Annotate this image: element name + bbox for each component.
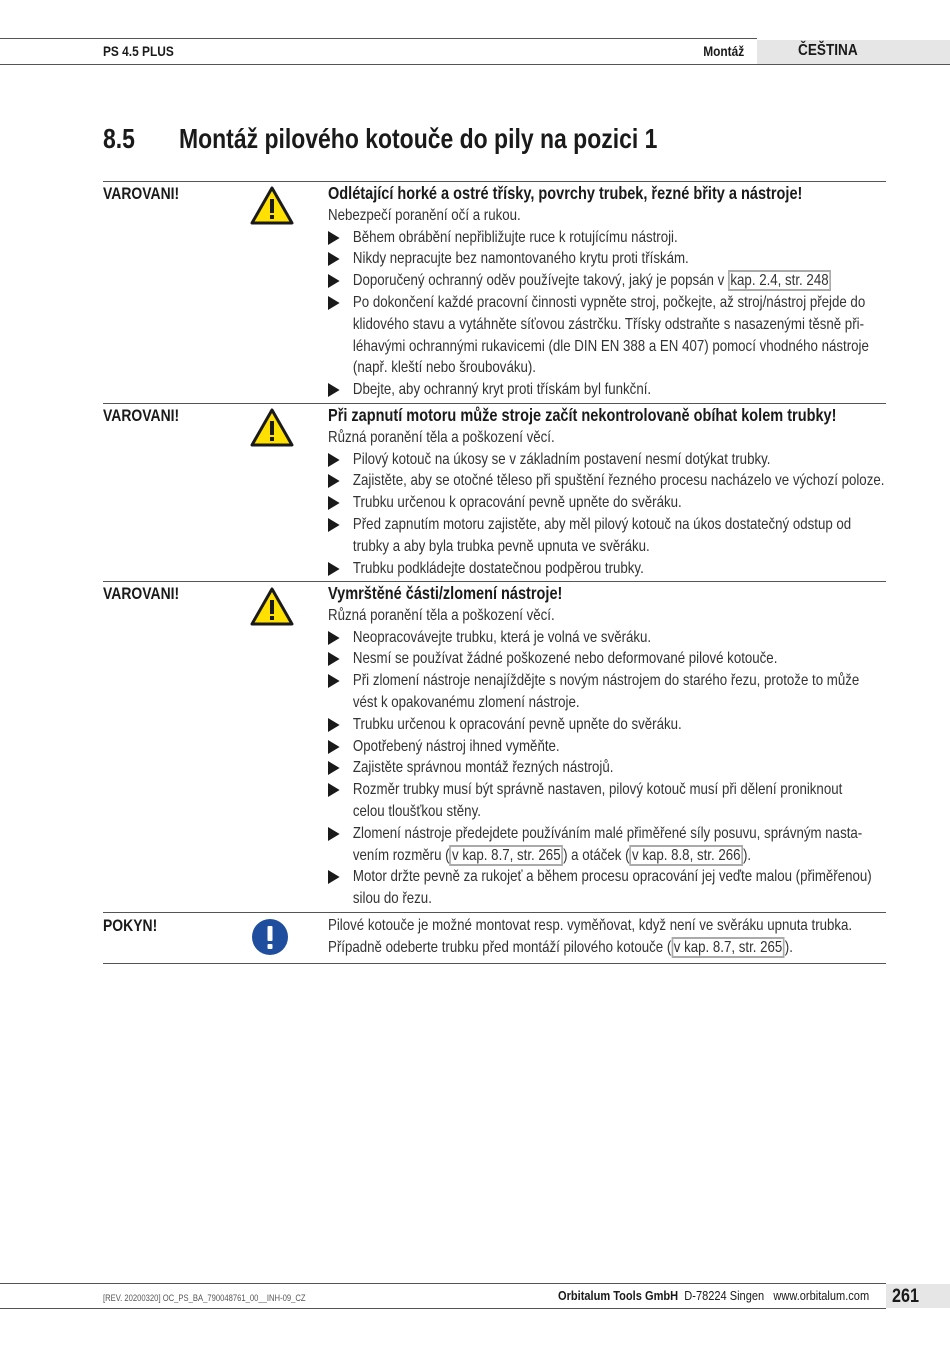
hazard-intro: Různá poranění těla a poškození věcí. <box>328 428 555 446</box>
list-item: Po dokončení každé pracovní činnosti vypněte stroj, počkejte, až stroj/nástroj přejde do klidového stavu a vytáhněte síťovou zástrčku. Třísky odstraňte s nasazenými těsně při- léhavými ochrannými rukavicemi (dle DIN EN 388 a EN 407) pomocí vhodného nástroje (např. kleští nebo šroubováku). <box>328 292 888 379</box>
warning-label: VAROVANI! <box>103 406 180 425</box>
warning-label: VAROVANI! <box>103 184 180 203</box>
header-product: PS 4.5 PLUS <box>103 43 174 59</box>
cross-reference-link[interactable]: v kap. 8.8, str. 266 <box>629 845 743 866</box>
revision-code: [REV. 20200320] OC_PS_BA_790048761_00__INH-09_CZ <box>103 1293 306 1303</box>
list-item: Trubku určenou k opracování pevně upněte do svěráku. <box>328 714 888 736</box>
warning-triangle-icon <box>250 587 294 626</box>
info-exclamation-icon <box>251 918 289 956</box>
section-title: Montáž pilového kotouče do pily na pozici 1 <box>179 123 658 154</box>
list-item: Motor držte pevně za rukojeť a během procesu opracování jej veďte malou (přiměřenou) silou do řezu. <box>328 866 888 910</box>
list-item: Při zlomení nástroje nenajíždějte s novým nástrojem do starého řezu, protože to může vést k opakovanému zlomení nástroje. <box>328 670 888 714</box>
hazard-intro: Různá poranění těla a poškození věcí. <box>328 606 555 624</box>
header-language: ČEŠTINA <box>798 42 858 59</box>
list-item: Během obrábění nepřibližujte ruce k rotujícímu nástroji. <box>328 227 888 249</box>
note-block <box>328 915 888 959</box>
section-number: 8.5 <box>103 123 135 154</box>
list-item: Nesmí se používat žádné poškozené nebo deformované pilové kotouče. <box>328 648 888 670</box>
warning-block-1 <box>328 183 888 401</box>
cross-reference-link[interactable]: v kap. 8.7, str. 265 <box>671 937 785 958</box>
list-item: Pilový kotouč na úkosy se v základním postavení nesmí dotýkat trubky. <box>328 449 888 471</box>
list-item: Trubku určenou k opracování pevně upněte do svěráku. <box>328 492 888 514</box>
warning-heading: Při zapnutí motoru může stroje začít nekontrolovaně obíhat kolem trubky! <box>328 405 837 425</box>
warning-label: VAROVANI! <box>103 584 180 603</box>
footer-top-rule <box>0 1283 886 1284</box>
note-line: Případně odeberte trubku před montáží pilového kotouče ( v kap. 8.7, str. 265 ). <box>328 938 793 956</box>
list-item: Zajistěte správnou montáž řezných nástrojů. <box>328 757 888 779</box>
block-divider <box>103 912 886 913</box>
block-divider <box>103 181 886 182</box>
block-divider <box>103 581 886 582</box>
list-item: Trubku podkládejte dostatečnou podpěrou trubky. <box>328 558 888 580</box>
warning-triangle-icon <box>250 408 294 447</box>
page-number: 261 <box>892 1286 919 1307</box>
list-item: Zlomení nástroje předejdete používáním malé přiměřené síly posuvu, správným nasta- vením rozměru ( v kap. 8.7, str. 265 ) a otáček ( v kap. 8.8, str. 266 ). <box>328 823 888 867</box>
list-item: Neopracovávejte trubku, která je volná ve svěráku. <box>328 627 888 649</box>
company-info <box>558 1288 869 1303</box>
note-label: POKYN! <box>103 916 158 935</box>
footer-bottom-rule <box>0 1308 886 1309</box>
warning-heading: Odlétající horké a ostré třísky, povrchy trubek, řezné břity a nástroje! <box>328 183 803 203</box>
header-section: Montáž <box>703 43 744 59</box>
warning-triangle-icon <box>250 186 294 225</box>
warning-block-3 <box>328 583 888 910</box>
hazard-intro: Nebezpečí poranění očí a rukou. <box>328 206 521 224</box>
note-line: Pilové kotouče je možné montovat resp. vyměňovat, když není ve svěráku upnuta trubka. <box>328 917 853 934</box>
list-item: Před zapnutím motoru zajistěte, aby měl pilový kotouč na úkos dostatečný odstup od trubky a aby byla trubka pevně upnuta ve svěráku. <box>328 514 888 558</box>
list-item: Opotřebený nástroj ihned vyměňte. <box>328 736 888 758</box>
block-divider <box>103 403 886 404</box>
list-item: Nikdy nepracujte bez namontovaného krytu proti třískám. <box>328 248 888 270</box>
company-website[interactable]: www.orbitalum.com <box>773 1288 870 1303</box>
block-divider <box>103 963 886 964</box>
header-top-rule <box>0 38 757 39</box>
list-item: Zajistěte, aby se otočné těleso při spuštění řezného procesu nacházelo ve výchozí poloze. <box>328 470 888 492</box>
company-name: Orbitalum Tools GmbH <box>558 1288 679 1303</box>
header-bottom-rule <box>0 64 950 65</box>
warning-heading: Vymrštěné části/zlomení nástroje! <box>328 583 563 603</box>
list-item: Rozměr trubky musí být správně nastaven, pilový kotouč musí při dělení proniknout celou tloušťkou stěny. <box>328 779 888 823</box>
cross-reference-link[interactable]: v kap. 8.7, str. 265 <box>450 845 564 866</box>
warning-block-2 <box>328 405 888 579</box>
list-item: Doporučený ochranný oděv používejte takový, jaký je popsán v kap. 2.4, str. 248 <box>328 270 888 292</box>
company-address: D-78224 Singen <box>684 1288 765 1303</box>
list-item: Dbejte, aby ochranný kryt proti třískám byl funkční. <box>328 379 888 401</box>
cross-reference-link[interactable]: kap. 2.4, str. 248 <box>728 270 831 291</box>
